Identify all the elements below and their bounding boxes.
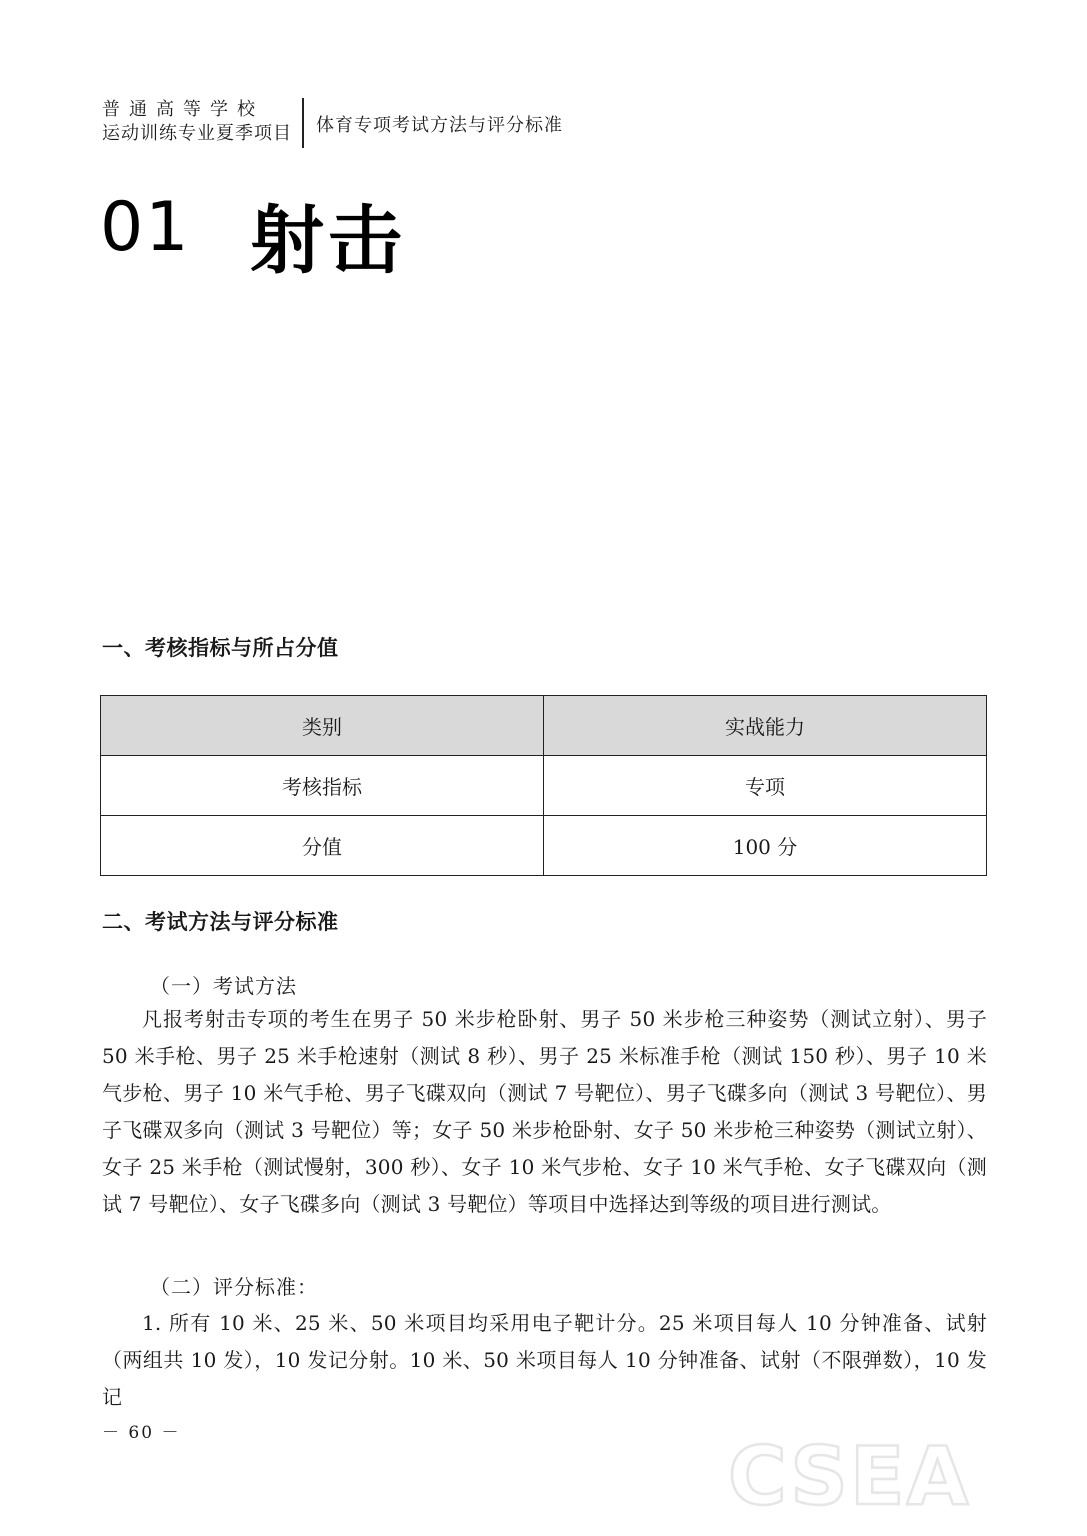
header-divider <box>302 98 304 148</box>
table-cell: 考核指标 <box>101 756 544 816</box>
subsection-heading: （二）评分标准： <box>150 1275 318 1299</box>
chapter-number: 01 <box>100 188 191 267</box>
header-book-title: 体育专项考试方法与评分标准 <box>316 115 563 136</box>
table-cell: 100 分 <box>544 816 987 876</box>
subsection-heading: （一）考试方法 <box>150 974 297 998</box>
header-left <box>102 98 292 146</box>
body-paragraph: 凡报考射击专项的考生在男子 50 米步枪卧射、男子 50 米步枪三种姿势（测试立射）、男子 50 米手枪、男子 25 米手枪速射（测试 8 秒）、男子 25 米标准手枪（测试 150 秒）、男子 10 米气步枪、男子 10 米气手枪、男子飞碟双向（测试 7 号靶位）、男子飞碟多向（测试 3 号靶位）、男子飞碟双多向（测试 3 号靶位）等；女子 50 米步枪卧射、女子 50 米步枪三种姿势（测试立射）、女子 25 米手枪（测试慢射，300 秒）、女子 10 米气步枪、女子 10 米气手枪、女子飞碟双向（测试 7 号靶位）、女子飞碟多向（测试 3 号靶位）等项目中选择达到等级的项目进行测试。 <box>102 1007 987 1216</box>
table-cell: 分值 <box>101 816 544 876</box>
table-row <box>101 756 987 816</box>
score-table <box>100 695 987 876</box>
table-row <box>101 816 987 876</box>
chapter-title: 射击 <box>250 198 406 284</box>
table-header-row <box>101 696 987 756</box>
table-cell: 类别 <box>101 696 544 756</box>
watermark-text: CSEA <box>728 1438 971 1514</box>
watermark-logo <box>728 1438 978 1514</box>
table-cell: 专项 <box>544 756 987 816</box>
page-number: － 60 － <box>102 1423 181 1443</box>
section-heading: 二、考试方法与评分标准 <box>102 909 339 934</box>
table-cell: 实战能力 <box>544 696 987 756</box>
section-heading: 一、考核指标与所占分值 <box>102 635 339 660</box>
header-school-line: 普通高等学校 <box>102 99 264 120</box>
header-program-line: 运动训练专业夏季项目 <box>102 123 292 144</box>
body-paragraph: 1. 所有 10 米、25 米、50 米项目均采用电子靶计分。25 米项目每人 10 分钟准备、试射（两组共 10 发），10 发记分射。10 米、50 米项目每人 10 分钟准备、试射（不限弹数），10 发记 <box>102 1311 987 1409</box>
